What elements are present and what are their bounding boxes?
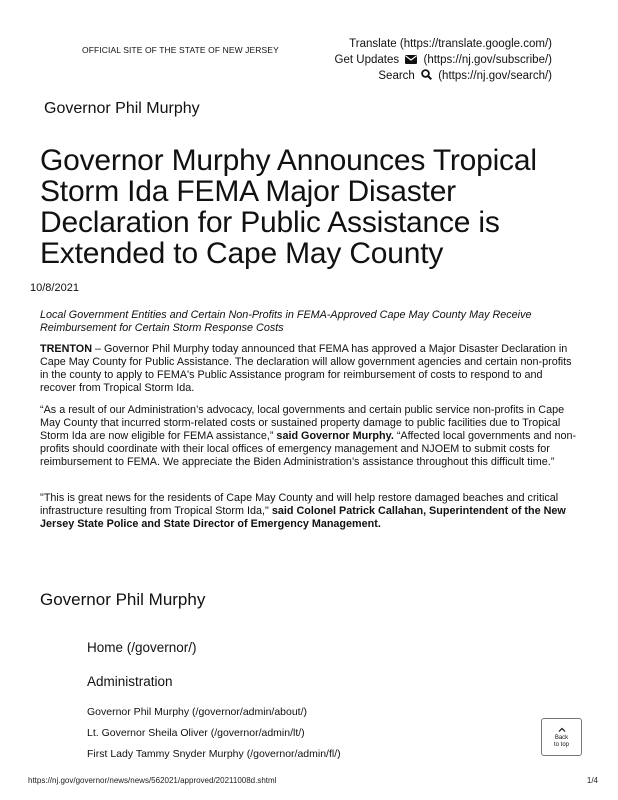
article-headline: Governor Murphy Announces Tropical Storm Ida FEMA Major Disaster Declaration for Public Assistance is Extended to Cape May County xyxy=(40,144,537,270)
get-updates-url: (https://nj.gov/subscribe/) xyxy=(423,54,552,66)
article-paragraph-2 xyxy=(40,404,580,469)
footer-nav-link-governor[interactable]: Governor Phil Murphy (/governor/admin/about/) xyxy=(87,706,308,718)
paragraph-3-quote: "This is great news for the residents of Cape May County and will help restore damaged beaches and critical infrastructure resulting from Tropical Storm Ida," xyxy=(40,492,559,517)
paragraph-2-attribution: said Governor Murphy. xyxy=(273,430,394,442)
official-site-banner: OFFICIAL SITE OF THE STATE OF NEW JERSEY xyxy=(82,45,279,55)
article-paragraph-3 xyxy=(40,492,580,531)
translate-link[interactable]: Translate (https://translate.google.com/) xyxy=(349,38,552,50)
footer-nav-link-lt-governor[interactable]: Lt. Governor Sheila Oliver (/governor/admin/lt/) xyxy=(87,727,305,739)
print-url: https://nj.gov/governor/news/news/562021/approved/20211008d.shtml xyxy=(28,776,277,785)
footer-nav-home[interactable]: Home (/governor/) xyxy=(87,640,197,655)
article-date: 10/8/2021 xyxy=(30,282,79,294)
search-link[interactable] xyxy=(378,68,552,85)
chevron-up-icon xyxy=(542,727,581,735)
paragraph-1-text: – Governor Phil Murphy today announced that FEMA has approved a Major Disaster Declaration in Cape May County for Public Assistance. The declaration will allow government agencies and certain non-profits in the county to apply to FEMA's Public Assistance program for reimbursement of costs to respond to and recover from Tropical Storm Ida. xyxy=(40,343,572,394)
dateline: TRENTON xyxy=(40,343,92,355)
search-url: (https://nj.gov/search/) xyxy=(438,70,552,82)
article-subhead: Local Government Entities and Certain Non-Profits in FEMA-Approved Cape May County May Receive Reimbursement for Certain Storm Response Costs xyxy=(40,309,532,334)
get-updates-label: Get Updates xyxy=(334,54,400,66)
footer-nav-link-first-lady[interactable]: First Lady Tammy Snyder Murphy (/governor/admin/fl/) xyxy=(87,748,341,760)
back-to-top-button[interactable] xyxy=(541,718,582,756)
paragraph-2-quote-b: “Affected local governments and non-profits should coordinate with their local offices of emergency management and NJOEM to submit costs for reimbursement to FEMA. We appreciate the Biden Administration’s assistance throughout this difficult time.” xyxy=(40,430,577,468)
print-footer xyxy=(28,776,608,785)
magnifier-icon xyxy=(421,69,432,85)
article-paragraph-1 xyxy=(40,343,580,395)
back-to-top-line2: to top xyxy=(553,742,569,748)
footer-nav-title: Governor Phil Murphy xyxy=(40,590,206,609)
back-to-top-line1: Back xyxy=(554,735,569,741)
print-page-number: 1/4 xyxy=(586,776,598,785)
get-updates-link[interactable] xyxy=(335,52,552,69)
brand-name[interactable]: Governor Phil Murphy xyxy=(44,100,200,117)
paragraph-2-quote-a: “As a result of our Administration’s advocacy, local governments and certain public service non-profits in Cape May County that incurred storm-related costs or sustained property damage to public facilities due to Tropical Storm Ida are now eligible for FEMA assistance,” xyxy=(40,404,565,442)
footer-nav-administration[interactable]: Administration xyxy=(87,674,173,689)
search-label: Search xyxy=(378,70,415,82)
paragraph-3-attribution: said Colonel Patrick Callahan, Superintendent of the New Jersey State Police and State Director of Emergency Management. xyxy=(40,505,566,530)
envelope-icon xyxy=(405,53,417,69)
